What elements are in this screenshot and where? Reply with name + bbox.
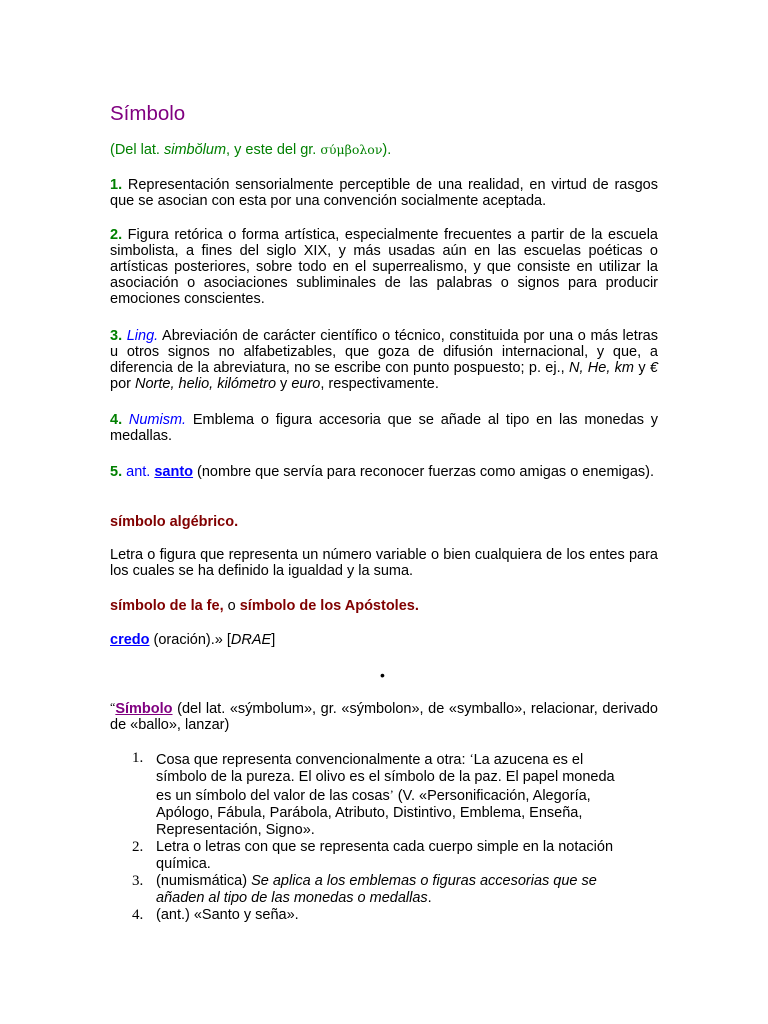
example-text: N, He, km [568,360,635,376]
subentry-or: o [223,598,240,614]
separator-bullet: • [380,667,385,683]
sense-number: 4. [132,907,144,923]
open-quote: “ [110,700,116,714]
subentry-text-fe [110,632,658,648]
sense-text: Cosa que representa convencionalmente a otra: [156,752,470,768]
sense-text: (ant.) «Santo y seña». [156,907,299,923]
definition-number: 2. [110,227,123,243]
sense-item-1 [110,750,630,839]
senses-list [110,750,630,924]
definition-end: , respectivamente. [320,376,439,392]
definition-1 [110,177,658,209]
subentry-heading-fe [110,598,658,614]
link-credo[interactable]: credo [110,632,150,648]
sense-text: (V. «Personificación, Alegoría, Apólogo, Fábula, Parábola, Atributo, Distintivo, Emblema, Enseña, Representación, Signo». [156,788,591,838]
source-close: ] [271,632,276,648]
definition-number: 5. [110,464,123,480]
example-text: € [649,360,658,376]
definition-text: Emblema o figura accesoria que se añade al tipo en las monedas y medallas. [110,412,659,444]
definition-text: (nombre que servía para reconocer fuerzas como amigas o enemigas). [193,464,655,480]
sense-item-3 [110,873,630,907]
connector-text: y [276,376,292,392]
sense-italic: Se aplica a los emblemas o figuras accesorias que se añaden al tipo de las monedas o medallas [156,873,597,906]
connector-text: por [110,376,135,392]
definition-text: Representación sensorialmente perceptible de una realidad, en virtud de rasgos que se asocian con esta por una convención socialmente aceptada. [110,177,659,209]
entry2-text: (del lat. «sýmbolum», gr. «sýmbolon», de «symballo», relacionar, derivado de «ballo», lanzar) [110,701,658,733]
sense-text: (numismática) [156,873,252,889]
definition-abbreviation: Ling. [126,328,159,344]
etymology-open: (Del lat. [110,142,164,158]
close-quote: ’ [389,787,394,801]
definition-abbreviation: ant. [126,464,151,480]
definition-abbreviation: Numism. [128,412,187,428]
definition-number: 4. [110,412,123,428]
etymology [110,142,391,158]
sense-number: 3. [132,873,144,889]
definition-3 [110,328,658,392]
definition-5 [110,464,658,480]
entry-title: Símbolo [110,102,186,125]
example-text: euro [291,376,321,392]
subentry-heading-b: símbolo de los Apóstoles. [239,598,419,614]
definition-text: Figura retórica o forma artística, especialmente frecuentes a partir de la escuela simbolista, a fines del siglo XIX, y más usadas aún en las escuelas poéticas o artísticas posteriores, sobre todo en el superrealismo, y que consiste en utilizar la asociación o asociaciones subliminales de las palabras o signos para producir emociones conscientes. [110,227,658,307]
sense-number: 2. [132,839,144,855]
definition-4 [110,412,658,444]
sense-text: Letra o letras con que se representa cada cuerpo simple en la notación química. [156,839,614,872]
subentry-text: (oración).» [ [149,632,231,648]
definition-2 [110,227,658,307]
entry2-heading [110,700,658,733]
subentry-heading-a: símbolo de la fe, [110,598,224,614]
sense-quote: La azucena es el símbolo de la pureza. El olivo es el símbolo de la paz. El papel moneda es un símbolo del valor de las cosas [156,752,615,804]
definition-number: 1. [110,177,123,193]
definition-text: Abreviación de carácter científico o técnico, constituida por una o más letras u otros signos no alfabetizables, que goza de difusión internacional, y que, a diferencia de la abreviatura, no se escribe con punto pospuesto; p. ej., [110,328,658,376]
etymology-close: ). [382,142,392,158]
definition-number: 3. [110,328,123,344]
sense-text: . [427,890,432,906]
sense-item-4 [110,907,630,924]
etymology-mid: , y este del gr. [226,142,321,158]
etymology-greek: σύμβολον [320,142,383,157]
link-santo[interactable]: santo [154,464,194,480]
example-text: Norte, helio, kilómetro [135,376,277,392]
etymology-latin: simbŏlum [164,142,227,158]
subentry-heading-algebraico: símbolo algébrico. [110,514,239,530]
sense-number: 1. [132,750,144,766]
subentry-text-algebraico: Letra o figura que representa un número variable o bien cualquiera de los entes para los cuales se ha definido la igualdad y la suma. [110,547,658,579]
link-simbolo[interactable]: Símbolo [115,701,173,717]
connector-text: y [634,360,650,376]
open-quote: ‘ [469,751,474,765]
source-label: DRAE [230,632,272,648]
sense-item-2 [110,839,630,873]
